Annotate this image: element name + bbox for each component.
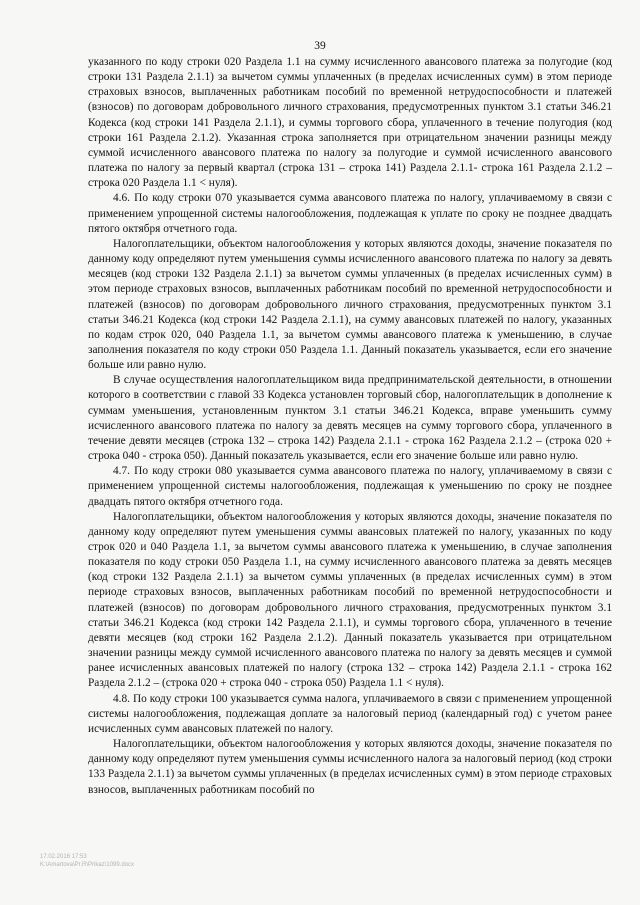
- paragraph-continuation: указанного по коду строки 020 Раздела 1.1 на сумму исчисленного авансового платежа за полугодие (код строки 131 Раздела 2.1.1) за вычетом суммы уплаченных (в пределах исчисленных сумм) в этом периоде страховых взносов, выплаченных работникам пособий по временной нетрудоспособности и платежей (взносов) по договорам добровольного личного страхования, предусмотренных пунктом 3.1 статьи 346.21 Кодекса (код строки 141 Раздела 2.1.1), и суммы торгового сбора, уплаченного в течение полугодия (код строки 161 Раздела 2.1.2). Указанная строка заполняется при отрицательном значении разницы между суммой исчисленного авансового платежа по налогу за полугодие и суммой исчисленного авансового платежа по налогу за первый квартал (строка 131 – строка 141) Раздела 2.1.1- строка 161 Раздела 2.1.2 – строка 020 Раздела 1.1 < нуля).: [88, 56, 612, 190]
- paragraph-4-7-income: Налогоплательщики, объектом налогообложения у которых являются доходы, значение показателя по данному коду определяют путем уменьшения суммы авансовых платежей по налогу, указанных по коду строк 020 и 040 Раздела 1.1, за вычетом суммы авансового платежа к уменьшению, в случае заполнения показателя по коду строки 050 Раздела 1.1, на сумму исчисленного авансового платежа за девять месяцев (код строки 132 Раздела 2.1.1) за вычетом суммы уплаченных (в пределах исчисленных сумм) в этом периоде страховых взносов, выплаченных работникам пособий по временной нетрудоспособности и платежей (взносов) по договорам добровольного личного страхования, предусмотренных пунктом 3.1 статьи 346.21 Кодекса (код строки 142 Раздела 2.1.1), и суммы торгового сбора, уплаченного в течение девяти месяцев (код строки 162 Раздела 2.1.2). Данный показатель указывается при отрицательном значении разницы между суммой исчисленного авансового платежа по налогу за девять месяцев и суммой ранее исчисленных авансовых платежей по налогу (строка 132 – строка 142) Раздела 2.1.1 - строка 162 Раздела 2.1.2 – (строка 020 + строка 040 - строка 050) Раздела 1.1 < нуля).: [88, 510, 612, 690]
- paragraph-4-6: 4.6. По коду строки 070 указывается сумма авансового платежа по налогу, уплачиваемому в связи с применением упрощенной системы налогообложения, подлежащая к уплате по сроку не позднее двадцать пятого октября отчетного года.: [88, 192, 612, 235]
- paragraph-4-8: 4.8. По коду строки 100 указывается сумма налога, уплачиваемого в связи с применением упрощенной системы налогообложения, подлежащая доплате за налоговый период (календарный год) с учетом ранее исчисленных сумм авансовых платежей по налогу.: [88, 692, 612, 735]
- paragraph-4-8-income: Налогоплательщики, объектом налогообложения у которых являются доходы, значение показателя по данному коду определяют путем уменьшения суммы исчисленного налога за налоговый период (код строки 133 Раздела 2.1.1) за вычетом суммы уплаченных (в пределах исчисленных сумм) в этом периоде страховых взносов, выплаченных работникам пособий по: [88, 738, 612, 796]
- paragraph-4-6-trade-fee: В случае осуществления налогоплательщиком вида предпринимательской деятельности, в отношении которого в соответствии с главой 33 Кодекса установлен торговый сбор, налогоплательщик в дополнение к суммам уменьшения, установленным пунктом 3.1 статьи 346.21 Кодекса, вправе уменьшить сумму исчисленного авансового платежа по налогу за девять месяцев на сумму торгового сбора, уплаченного в течение девяти месяцев (строка 132 – строка 142) Раздела 2.1.1 - строка 162 Раздела 2.1.2 – (строка 020 + строка 040 - строка 050). Данный показатель указывается, если его значение больше или равно нулю.: [88, 374, 612, 463]
- paragraph-4-6-income: Налогоплательщики, объектом налогообложения у которых являются доходы, значение показателя по данному коду определяют путем уменьшения суммы исчисленного авансового платежа по налогу за девять месяцев (код строки 132 Раздела 2.1.1) за вычетом суммы уплаченных (в пределах исчисленных сумм) в этом периоде страховых взносов, выплаченных работникам пособий по временной нетрудоспособности и платежей (взносов) по договорам добровольного личного страхования, предусмотренных пунктом 3.1 статьи 346.21 Кодекса (код строки 142 Раздела 2.1.1), на сумму авансовых платежей по налогу, указанных по кодам строк 020, 040 Раздела 1.1, за вычетом суммы авансового платежа к уменьшению, в случае заполнения показателя по коду строки 050 Раздела 1.1. Данный показатель указывается, если его значение больше или равно нулю.: [88, 237, 612, 372]
- document-body: [88, 55, 612, 798]
- footer-timestamp: 17.02.2016 17:53: [40, 854, 87, 860]
- page-number: 39: [314, 40, 326, 52]
- document-footer: [40, 853, 134, 869]
- footer-file-path: K:\Amartova\Pr.R\Prikaz\1099.docx: [40, 862, 135, 868]
- paragraph-4-7: 4.7. По коду строки 080 указывается сумма авансового платежа по налогу, уплачиваемому в связи с применением упрощенной системы налогообложения, подлежащая к уменьшению по сроку не позднее двадцать пятого октября отчетного года.: [88, 465, 612, 508]
